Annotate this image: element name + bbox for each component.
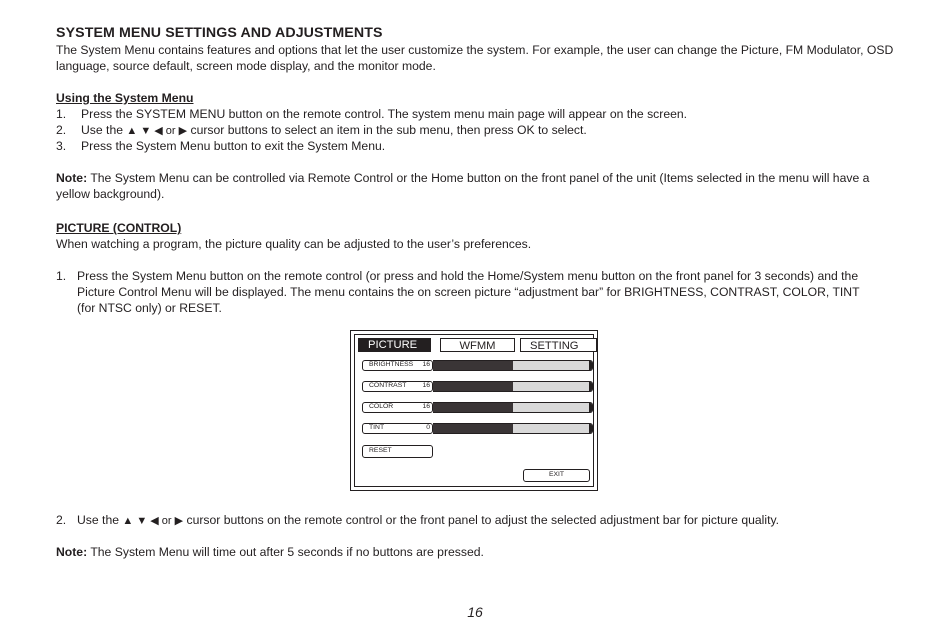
bar-fill: [433, 361, 513, 370]
row-value: 0: [426, 424, 430, 431]
color-label[interactable]: [362, 402, 433, 413]
step-text: [81, 122, 901, 139]
using-system-menu-heading: Using the System Menu: [56, 91, 194, 105]
step-number: 2.: [56, 123, 67, 137]
row-name: COLOR: [369, 403, 394, 410]
exit-button[interactable]: EXIT: [523, 469, 590, 482]
bar-fill: [433, 424, 513, 433]
step-number: 2.: [56, 513, 67, 527]
contrast-label[interactable]: [362, 381, 433, 392]
contrast-adjustment-bar[interactable]: [433, 381, 593, 392]
bar-end: [589, 424, 592, 433]
color-adjustment-bar[interactable]: [433, 402, 593, 413]
step-text: [77, 512, 877, 529]
intro-paragraph: The System Menu contains features and options that let the user customize the system. For example, the user can change the Picture, FM Modulator, OSD language, source default, screen mode display, and the monitor mode.: [56, 43, 894, 73]
tint-adjustment-bar[interactable]: [433, 423, 593, 434]
osd-screen: [354, 334, 594, 487]
brightness-adjustment-bar[interactable]: [433, 360, 593, 371]
bar-end: [589, 382, 592, 391]
tint-label[interactable]: [362, 423, 433, 434]
step-text: Press the System Menu button to exit the System Menu.: [81, 139, 386, 153]
step-text: Press the SYSTEM MENU button on the remote control. The system menu main page will appear on the screen.: [81, 107, 688, 121]
brightness-label[interactable]: [362, 360, 433, 371]
page-heading: SYSTEM MENU SETTINGS AND ADJUSTMENTS: [56, 25, 383, 41]
note-text: The System Menu will time out after 5 seconds if no buttons are pressed.: [90, 545, 484, 559]
bar-fill: [433, 382, 513, 391]
cursor-arrows-icon: ▲ ▼ ◀ or ▶: [126, 125, 188, 137]
tab-picture[interactable]: PICTURE: [358, 338, 431, 352]
note-label: Note:: [56, 171, 88, 185]
step-text-post: cursor buttons to select an item in the sub menu, then press OK to select.: [190, 123, 587, 137]
step-number: 3.: [56, 139, 67, 153]
row-name: CONTRAST: [369, 382, 407, 389]
step-number: 1.: [56, 107, 67, 121]
picture-intro: When watching a program, the picture quality can be adjusted to the user’s preferences.: [56, 237, 532, 251]
bar-end: [589, 403, 592, 412]
page-number: 16: [467, 604, 483, 620]
row-value: 16: [422, 382, 430, 389]
picture-menu-figure: [350, 330, 598, 491]
row-name: TINT: [369, 424, 385, 431]
tab-setting[interactable]: SETTING: [520, 338, 597, 352]
tab-wfmm[interactable]: WFMM: [440, 338, 515, 352]
step-number: 1.: [56, 269, 67, 283]
note-text: The System Menu can be controlled via Remote Control or the Home button on the front panel of the unit (Items selected in the menu will have a yellow background).: [56, 171, 870, 201]
cursor-arrows-icon: ▲ ▼ ◀ or ▶: [122, 515, 184, 527]
step-text-post: cursor buttons on the remote control or the front panel to adjust the selected adjustment bar for picture quality.: [186, 513, 780, 527]
bar-fill: [433, 403, 513, 412]
row-name: BRIGHTNESS: [369, 361, 414, 368]
note-remote-control: [56, 170, 896, 202]
bar-end: [589, 361, 592, 370]
step-text-pre: Use the: [77, 513, 120, 527]
note-label: Note:: [56, 545, 88, 559]
row-value: 16: [422, 403, 430, 410]
step-text: Press the System Menu button on the remote control (or press and hold the Home/System menu button on the front panel for 3 seconds) and the Picture Control Menu will be displayed. The menu contains the on screen picture “adjustment bar” for BRIGHTNESS, CONTRAST, COLOR, TINT (for NTSC only) or RESET.: [77, 269, 860, 315]
reset-button[interactable]: RESET: [362, 445, 433, 458]
step-text-pre: Use the: [81, 123, 124, 137]
picture-control-heading: PICTURE (CONTROL): [56, 221, 182, 235]
row-value: 16: [422, 361, 430, 368]
note-timeout: [56, 544, 906, 560]
